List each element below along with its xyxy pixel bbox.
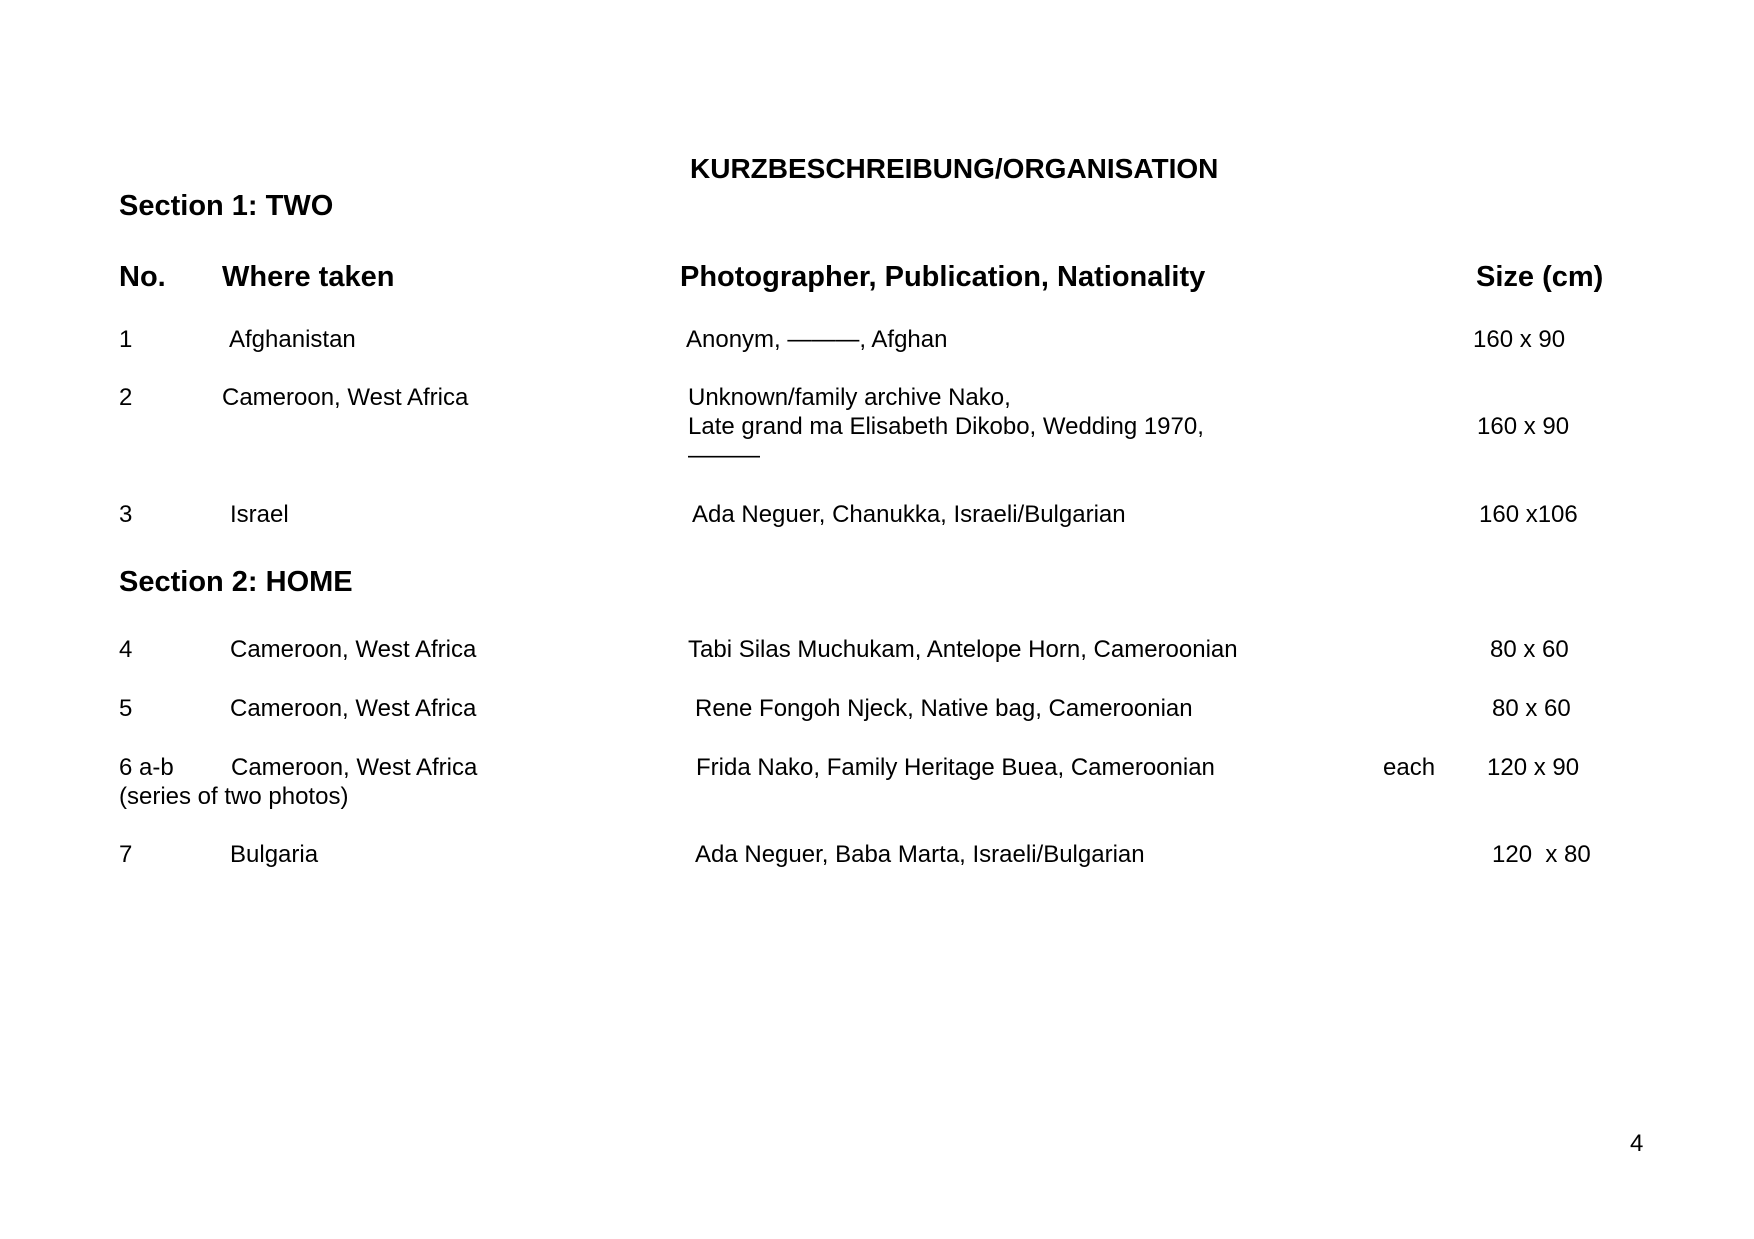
row-photographer: Rene Fongoh Njeck, Native bag, Cameroonian	[695, 695, 1193, 722]
row-where-taken: Cameroon, West Africa	[222, 384, 469, 411]
row-size: 120 x 80	[1492, 841, 1591, 868]
row-number: 6 a-b	[119, 754, 174, 781]
row-number: 4	[119, 636, 133, 663]
row-number: 7	[119, 841, 133, 868]
column-header-no: No.	[119, 261, 166, 293]
row-where-taken: Cameroon, West Africa	[231, 754, 478, 781]
row-where-taken: Afghanistan	[229, 326, 356, 353]
row-number: 2	[119, 384, 133, 411]
section-heading-2: Section 2: HOME	[119, 566, 353, 598]
row-size: 160 x106	[1479, 501, 1578, 528]
document-title: KURZBESCHREIBUNG/ORGANISATION	[690, 153, 1219, 184]
row-number: 1	[119, 326, 133, 353]
row-photographer: ———	[688, 442, 760, 469]
row-photographer: Unknown/family archive Nako,	[688, 384, 1011, 411]
row-size: 80 x 60	[1490, 636, 1569, 663]
column-header-where-taken: Where taken	[222, 261, 395, 293]
row-photographer: Ada Neguer, Baba Marta, Israeli/Bulgarian	[695, 841, 1145, 868]
row-size: 160 x 90	[1473, 326, 1566, 353]
column-header-photographer: Photographer, Publication, Nationality	[680, 261, 1206, 293]
row-photographer: Frida Nako, Family Heritage Buea, Cameroonian	[696, 754, 1215, 781]
row-where-taken: Israel	[230, 501, 289, 528]
row-photographer: Ada Neguer, Chanukka, Israeli/Bulgarian	[692, 501, 1126, 528]
row-size: 120 x 90	[1487, 754, 1580, 781]
row-where-taken: Cameroon, West Africa	[230, 695, 477, 722]
row-size: 80 x 60	[1492, 695, 1571, 722]
row-number-note: (series of two photos)	[119, 783, 349, 810]
column-header-size: Size (cm)	[1476, 261, 1604, 293]
row-number: 3	[119, 501, 133, 528]
row-number: 5	[119, 695, 133, 722]
page-number: 4	[1630, 1130, 1644, 1157]
row-size: 160 x 90	[1477, 413, 1570, 440]
row-photographer: Anonym, ———, Afghan	[686, 326, 948, 353]
row-photographer: Tabi Silas Muchukam, Antelope Horn, Cameroonian	[688, 636, 1238, 663]
row-size-prefix: each	[1383, 754, 1436, 781]
row-where-taken: Bulgaria	[230, 841, 319, 868]
row-where-taken: Cameroon, West Africa	[230, 636, 477, 663]
section-heading-1: Section 1: TWO	[119, 190, 334, 222]
row-photographer: Late grand ma Elisabeth Dikobo, Wedding 1970,	[688, 413, 1204, 440]
